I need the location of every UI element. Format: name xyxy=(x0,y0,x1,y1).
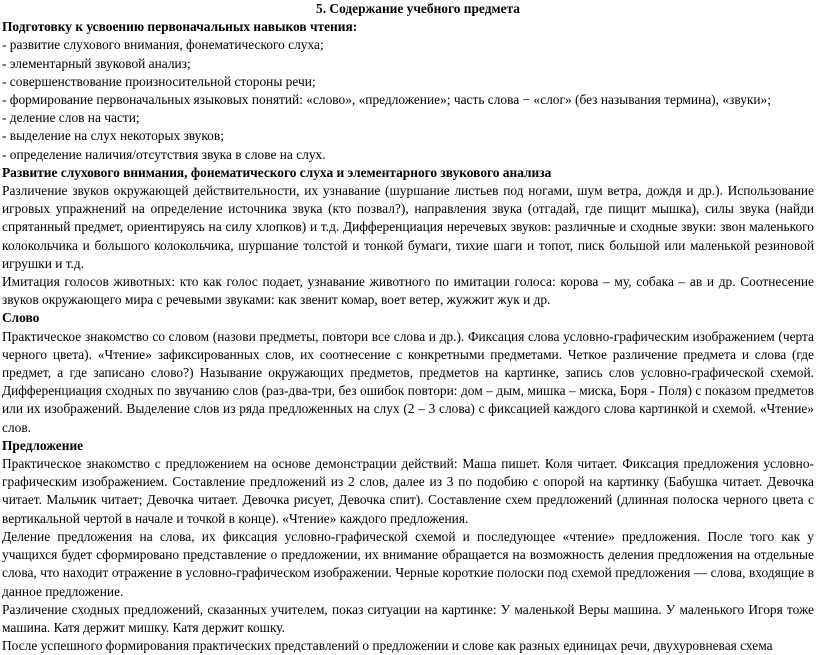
section-heading-word: Слово xyxy=(2,310,40,326)
page-title: 5. Содержание учебного предмета xyxy=(316,1,520,16)
paragraph: Различение сходных предложений, сказанных учителем, показ ситуации на картинке: У маленькой Веры машина. У маленького Игоря тоже машина. Катя держит мишку. Катя держит кошку. xyxy=(2,601,814,635)
section-heading-reading-prep: Подготовку к усвоению первоначальных навыков чтения: xyxy=(2,19,358,35)
section-heading-auditory: Развитие слухового внимания, фонематического слуха и элементарного звукового анализа xyxy=(2,164,552,180)
list-item: - совершенствование произносительной стороны речи; xyxy=(2,73,316,89)
list-item: - определение наличия/отсутствия звука в слове на слух. xyxy=(2,146,326,162)
paragraph: Различение звуков окружающей действительности, их узнавание (шуршание листьев под ногами, шум ветра, дождя и др.). Использование игровых упражнений на определение источника звука (кто позвал?), направления звука (отгадай, где пищит мышка), силы звука (найди спрятанный предмет, ориентируясь на силу хлопков) и т.д. Дифференциация неречевых звуков: различные и сходные звуки: звон маленького колокольчика и большого колокольчика, шуршание толстой и тонкой бумаги, тихие шаги и топот, писк большой или маленькой резиновой игрушки и т.д. xyxy=(2,183,814,271)
paragraph: Деление предложения на слова, их фиксация условно-графической схемой и последующее «чтение» предложения. После того как у учащихся будет сформировано представление о предложении, их внимание обращается на возможность деления предложения на отдельные слова, что находит отражение в условно-графическом изображении. Черные короткие полоски под схемой предложения — слова, входящие в данное предложение. xyxy=(2,528,814,599)
paragraph: Практическое знакомство со словом (назови предметы, повтори все слова и др.). Фиксация слова условно-графическим изображением (черта черного цвета). «Чтение» зафиксированных слов, их соотнесение с конкретными предметами. Четкое различение предмета и слова (где предмет, а где записано слово?) Называние окружающих предметов, предметов на картинке, запись слов условно-графической схемой. Дифференциация сходных по звучанию слов (раз-два-три, без ошибок повтори: дом – дым, мишка – миска, Боря - Поля) с показом предметов или их изображений. Выделение слов из ряда предложенных на слух (2 – 3 слова) с фиксацией каждого слова картинкой и схемой. «Чтение» слов. xyxy=(2,328,814,435)
list-item: - формирование первоначальных языковых понятий: «слово», «предложение»; часть слова − «слог» (без называния термина), «звуки»; xyxy=(2,92,771,108)
list-item: - элементарный звуковой анализ; xyxy=(2,55,191,71)
paragraph: Практическое знакомство с предложением на основе демонстрации действий: Маша пишет. Коля читает. Фиксация предложения условно-графическим изображением. Составление предложений из 2 слов, далее из 3 по подобию с опорой на картинку (Бабушка читает. Девочка читает. Мальчик читает; Девочка читает. Девочка рисует, Девочка спит). Составление схем предложений (длинная полоска черного цвета с вертикальной чертой в начале и точкой в конце). «Чтение» каждого предложения. xyxy=(2,456,814,526)
paragraph: Имитация голосов животных: кто как голос подает, узнавание животного по имитации голоса: корова – му, собака – ав и др. Соотнесение звуков окружающего мира с речевыми звуками: как звенит комар, воет ветер, жужжит жук и др. xyxy=(2,274,814,308)
list-item: - развитие слухового внимания, фонематического слуха; xyxy=(2,37,324,53)
list-item: - выделение на слух некоторых звуков; xyxy=(2,128,224,144)
list-item: - деление слов на части; xyxy=(2,110,140,126)
section-heading-sentence: Предложение xyxy=(2,437,84,453)
paragraph: После успешного формирования практических представлений о предложении и слове как разных единицах речи, двухуровневая схема xyxy=(2,638,773,654)
